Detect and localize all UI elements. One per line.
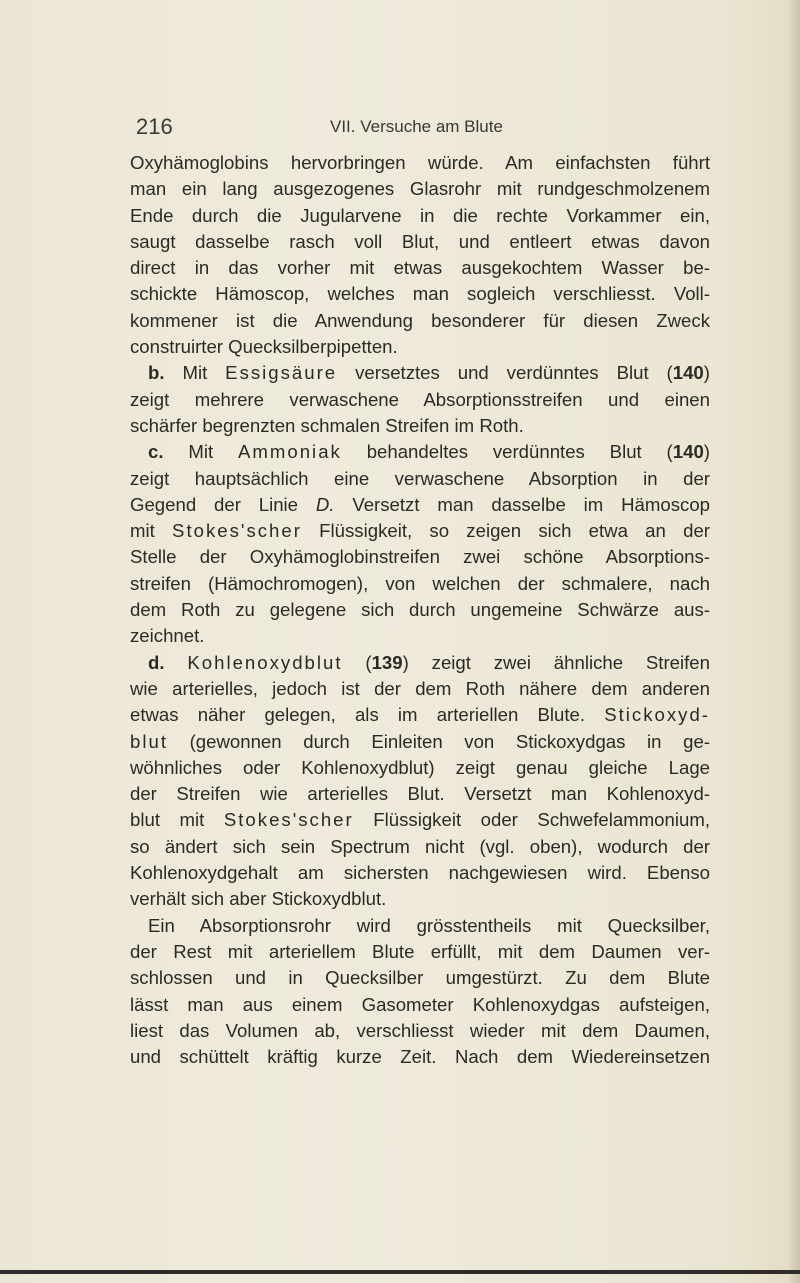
text-line: schickte Hämoscop, welches man sogleich verschliesst. Voll- — [130, 283, 710, 305]
text-line: Stelle der Oxyhämoglobinstreifen zwei schöne Absorptions- — [130, 546, 710, 568]
text-line: Ende durch die Jugularvene in die rechte Vorkammer ein, — [130, 204, 710, 226]
text-line: verhält sich aber Stickoxydblut. — [130, 888, 387, 910]
text-line: liest das Volumen ab, verschliesst wieder mit dem Daumen, — [130, 1019, 710, 1041]
spaced-term: Ammoniak — [238, 441, 342, 463]
text-span: (gewonnen durch Einleiten von Stickoxydgas in ge- — [189, 730, 710, 752]
italic-term: D. — [315, 493, 335, 515]
text-span: mit — [130, 520, 155, 542]
text-line — [130, 702, 710, 728]
text-line — [130, 807, 710, 833]
text-line: wie arterielles, jedoch ist der dem Roth nähere dem anderen — [130, 677, 710, 699]
text-span: etwas näher gelegen, als im arteriellen Blute. — [130, 704, 586, 726]
figure-reference: 139 — [371, 651, 403, 673]
text-span: Mit — [188, 441, 214, 463]
text-span: Versetzt man dasselbe im Hämoscop — [352, 493, 711, 515]
item-marker-d: d. — [148, 651, 165, 673]
text-line: saugt dasselbe rasch voll Blut, und entleert etwas davon — [130, 230, 710, 252]
text-line: der Rest mit arteriellem Blute erfüllt, mit dem Daumen ver- — [130, 940, 710, 962]
spaced-term: Stokes'scher — [223, 809, 354, 831]
text-line: kommener ist die Anwendung besonderer für diesen Zweck — [130, 309, 710, 331]
text-line — [130, 729, 710, 755]
text-span: blut mit — [130, 809, 205, 831]
text-span: ) — [703, 362, 710, 384]
text-line: und schüttelt kräftig kurze Zeit. Nach dem Wiedereinsetzen — [130, 1046, 710, 1068]
text-line: schlossen und in Quecksilber umgestürzt. Zu dem Blute — [130, 967, 710, 989]
bottom-rule — [0, 1270, 800, 1274]
text-line: man ein lang ausgezogenes Glasrohr mit rundgeschmolzenem — [130, 178, 710, 200]
spaced-term: Stokes'scher — [172, 520, 302, 542]
text-line: so ändert sich sein Spectrum nicht (vgl. oben), wodurch der — [130, 835, 710, 857]
text-line-item-d — [130, 650, 710, 676]
text-line-item-b — [130, 360, 710, 386]
text-line: lässt man aus einem Gasometer Kohlenoxydgas aufsteigen, — [130, 993, 710, 1015]
text-line: streifen (Hämochromogen), von welchen der schmalere, nach — [130, 572, 710, 594]
text-line — [130, 518, 710, 544]
figure-reference: 140 — [672, 441, 704, 463]
text-span: ) — [703, 441, 710, 463]
text-line: Kohlenoxydgehalt am sichersten nachgewiesen wird. Ebenso — [130, 862, 710, 884]
spaced-term: Kohlenoxydblut — [187, 651, 343, 673]
spaced-term: blut — [130, 730, 168, 752]
body-text — [130, 150, 710, 1070]
text-line: Ein Absorptionsrohr wird grösstentheils mit Quecksilber, — [148, 914, 710, 936]
spaced-term: Stickoxyd- — [604, 704, 710, 726]
figure-reference: 140 — [672, 362, 704, 384]
text-span: Flüssigkeit oder Schwefelammonium, — [373, 809, 710, 831]
text-line: wöhnliches oder Kohlenoxydblut) zeigt genau gleiche Lage — [130, 756, 710, 778]
text-span: versetztes und verdünntes Blut ( — [355, 362, 673, 384]
running-head: VII. Versuche am Blute — [330, 117, 503, 136]
page-header — [0, 114, 800, 144]
text-line-item-c — [130, 439, 710, 465]
text-line: der Streifen wie arterielles Blut. Versetzt man Kohlenoxyd- — [130, 783, 710, 805]
item-marker-b: b. — [148, 362, 165, 384]
text-line: direct in das vorher mit etwas ausgekochtem Wasser be- — [130, 257, 710, 279]
text-span: Gegend der Linie — [130, 493, 299, 515]
text-line: construirter Quecksilberpipetten. — [130, 336, 398, 358]
text-line: zeichnet. — [130, 625, 205, 647]
page-number: 216 — [136, 114, 173, 139]
text-line: zeigt mehrere verwaschene Absorptionsstreifen und einen — [130, 388, 710, 410]
text-span: Mit — [182, 362, 208, 384]
text-line: dem Roth zu gelegene sich durch ungemeine Schwärze aus- — [130, 599, 710, 621]
page-edge-shadow — [786, 0, 800, 1283]
text-span: ( — [365, 651, 372, 673]
spaced-term: Essigsäure — [225, 362, 338, 384]
text-line — [130, 492, 710, 518]
text-line: zeigt hauptsächlich eine verwaschene Absorption in der — [130, 467, 710, 489]
text-line: Oxyhämoglobins hervorbringen würde. Am einfachsten führt — [130, 152, 710, 173]
text-span: Flüssigkeit, so zeigen sich etwa an der — [319, 520, 710, 542]
text-span: ) zeigt zwei ähnliche Streifen — [402, 651, 710, 673]
item-marker-c: c. — [148, 441, 164, 463]
text-span: behandeltes verdünntes Blut ( — [366, 441, 673, 463]
text-line: schärfer begrenzten schmalen Streifen im Roth. — [130, 414, 524, 436]
